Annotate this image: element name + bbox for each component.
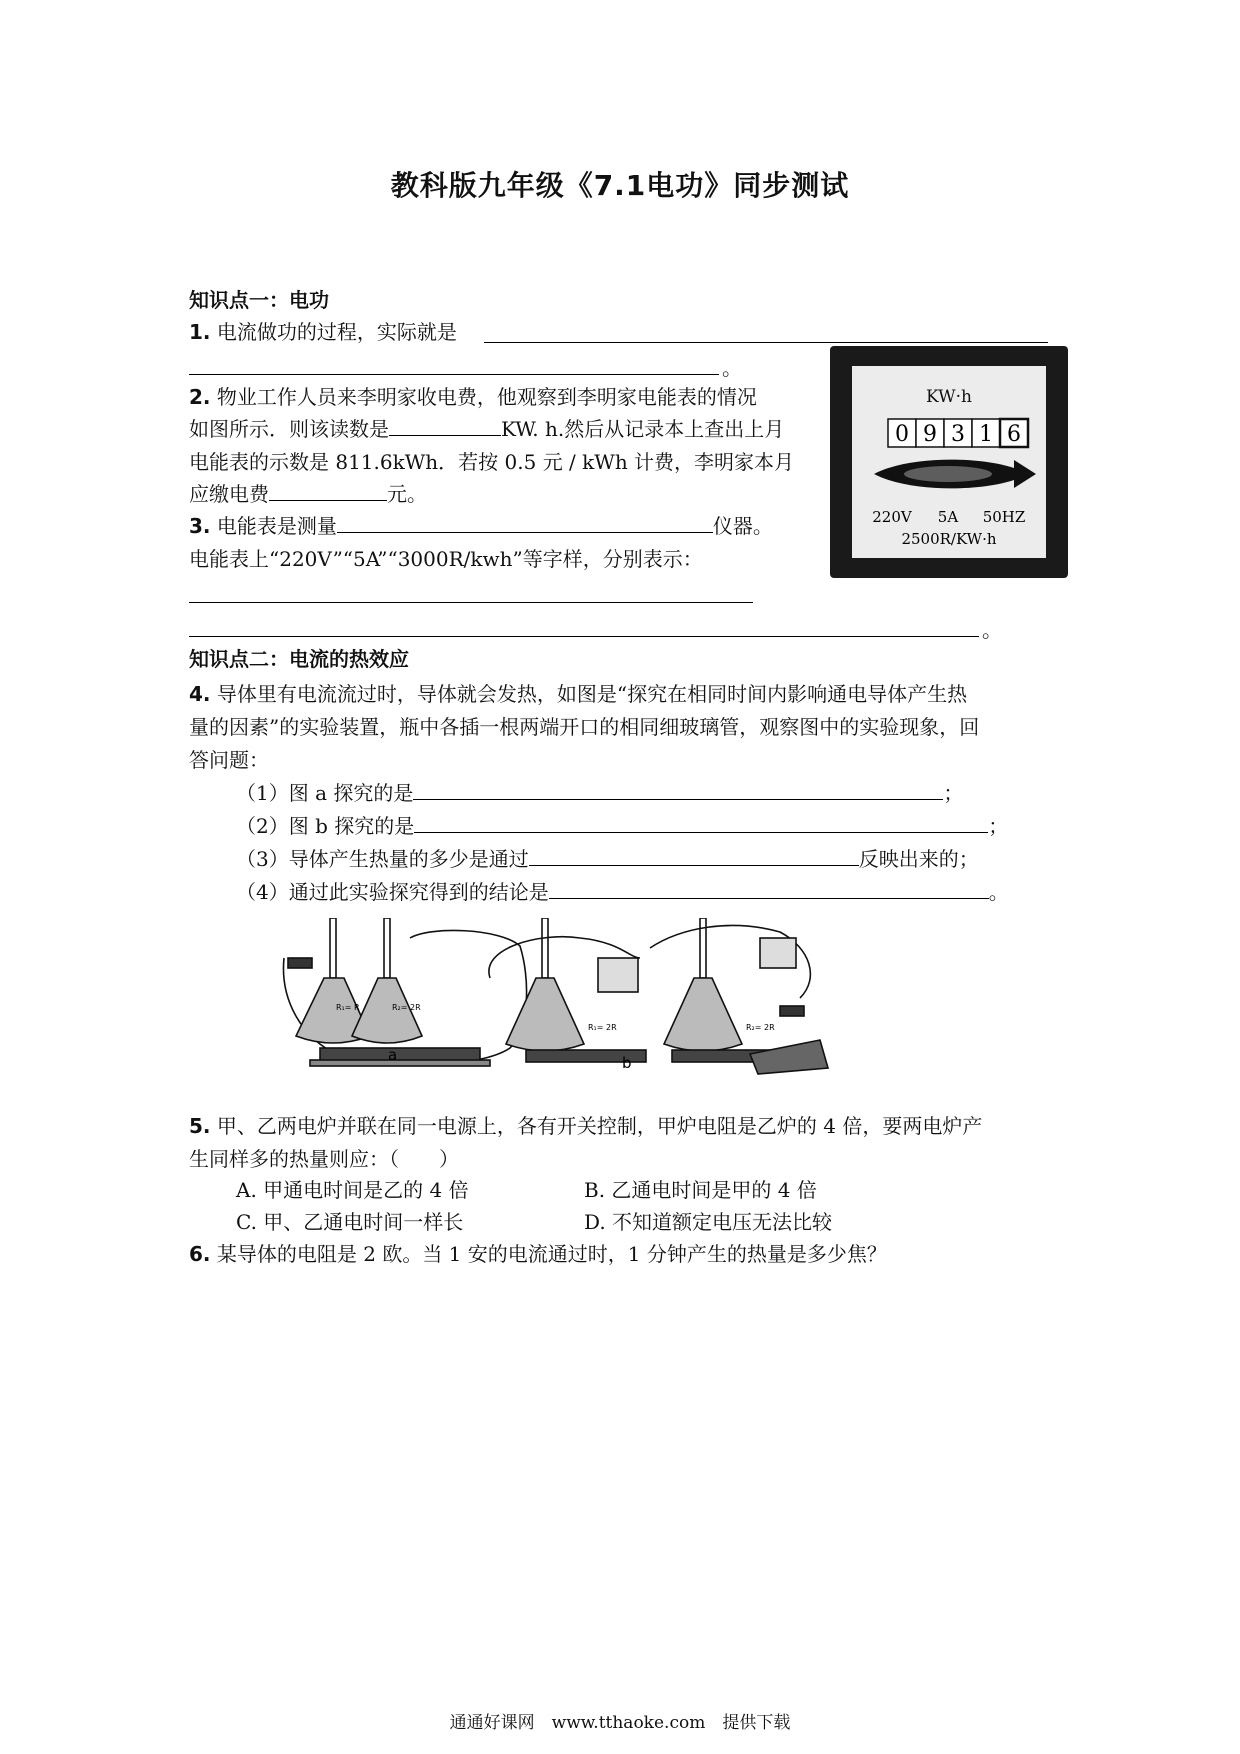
experiment-figures <box>280 918 850 1076</box>
fig-b-tube-1 <box>542 918 548 978</box>
q6-line <box>189 1238 887 1270</box>
meter-digit: 1 <box>979 422 993 447</box>
q2-reading-blank[interactable] <box>389 413 501 436</box>
q4-text-1: 导体里有电流流过时，导体就会发热，如图是“探究在相同时间内影响通电导体产生热 <box>216 682 968 706</box>
q3-number: 3. <box>189 514 211 538</box>
meter-spec-current: 5A <box>937 508 959 526</box>
q4-sub4 <box>236 876 1009 908</box>
q3-text: 电能表是测量 <box>216 514 337 538</box>
q4-line1 <box>189 678 967 710</box>
q1-text: 电流做功的过程，实际就是 <box>216 320 457 344</box>
q1-answer-blank-1[interactable] <box>484 342 1048 343</box>
q5-option-c[interactable]: C. 甲、乙通电时间一样长 <box>236 1210 464 1234</box>
q1-answer-blank-2[interactable] <box>189 374 719 375</box>
q3-meaning-blank-2[interactable] <box>189 636 979 637</box>
meter-digit: 0 <box>895 422 909 447</box>
q4-sub3-blank[interactable] <box>529 843 859 866</box>
fig-b-flask-2 <box>664 978 742 1051</box>
q4-sub4-blank[interactable] <box>549 876 989 899</box>
figure-a <box>283 918 526 1066</box>
q5-option-a[interactable]: A. 甲通电时间是乙的 4 倍 <box>236 1178 469 1202</box>
q4-sub3 <box>236 843 979 875</box>
q4-sub4-text: （4）通过此实验探究得到的结论是 <box>236 880 549 904</box>
figure-b <box>489 918 828 1074</box>
electric-meter-figure <box>828 344 1070 580</box>
q5-option-b[interactable]: B. 乙通电时间是甲的 4 倍 <box>584 1178 817 1202</box>
meter-spec-voltage: 220V <box>872 508 912 526</box>
section1-heading: 知识点一：电功 <box>189 288 329 312</box>
q2-text-2a: 如图所示．则该读数是 <box>189 417 389 441</box>
fig-a-r2-label: R₂= 2R <box>392 1003 421 1012</box>
q4-line2: 量的因素”的实验装置，瓶中各插一根两端开口的相同细玻璃管，观察图中的实验现象，回 <box>189 715 980 739</box>
q2-line2 <box>189 413 784 445</box>
q2-text-4a: 应缴电费 <box>189 482 269 506</box>
fig-b-ammeter-icon <box>598 958 638 992</box>
fig-b-r2-label: R₂= 2R <box>746 1023 775 1032</box>
q2-fee-blank[interactable] <box>269 478 387 501</box>
q5-number: 5. <box>189 1114 211 1138</box>
q1-end: 。 <box>722 356 742 380</box>
q5-option-d[interactable]: D. 不知道额定电压无法比较 <box>584 1210 833 1234</box>
q6-number: 6. <box>189 1242 211 1266</box>
fig-a-tube-1 <box>330 918 336 978</box>
q4-sub1-end: ； <box>943 781 964 805</box>
q2-line1 <box>189 381 757 413</box>
q1-line1 <box>189 316 457 348</box>
fig-b-flask-1 <box>506 978 584 1051</box>
q2-text-4b: 元。 <box>387 482 427 506</box>
fig-b-battery-box <box>750 1040 828 1074</box>
fig-b-switch-icon <box>780 1006 804 1016</box>
q6-text: 某导体的电阻是 2 欧。当 1 安的电流通过时，1 分钟产生的热量是多少焦？ <box>216 1242 887 1266</box>
q1-number: 1. <box>189 320 211 344</box>
q5-line1 <box>189 1110 982 1142</box>
section2-heading: 知识点二：电流的热效应 <box>189 647 409 671</box>
meter-digit: 9 <box>923 422 937 447</box>
meter-disc-highlight <box>904 466 992 482</box>
fig-b-caption: b <box>622 1054 632 1072</box>
q4-sub2-text: （2）图 b 探究的是 <box>236 814 415 838</box>
q4-sub1 <box>236 777 963 809</box>
meter-digit: 3 <box>951 422 965 447</box>
meter-spec-frequency: 50HZ <box>982 508 1026 526</box>
page-footer: 通通好课网 www.tthaoke.com 提供下载 <box>449 1713 791 1733</box>
q3-end: 。 <box>982 618 1002 642</box>
q5-text-1: 甲、乙两电炉并联在同一电源上，各有开关控制，甲炉电阻是乙炉的 4 倍，要两电炉产 <box>216 1114 983 1138</box>
q4-sub1-blank[interactable] <box>413 777 943 800</box>
q2-number: 2. <box>189 385 211 409</box>
q4-sub1-text: （1）图 a 探究的是 <box>236 781 414 805</box>
q5-line2: 生同样多的热量则应：（ ） <box>189 1147 459 1171</box>
meter-digit: 6 <box>1007 422 1021 447</box>
q2-line3: 电能表的示数是 811.6kWh．若按 0.5 元 / kWh 计费，李明家本月 <box>189 450 795 474</box>
q3-line2: 电能表上“220V”“5A”“3000R/kwh”等字样，分别表示： <box>189 547 703 571</box>
meter-rev-constant: 2500R/KW·h <box>901 530 997 548</box>
fig-b-ammeter-2-icon <box>760 938 796 968</box>
meter-unit-label: KW·h <box>926 387 972 407</box>
q4-sub3-text: （3）导体产生热量的多少是通过 <box>236 847 529 871</box>
q4-line3: 答问题： <box>189 748 269 772</box>
q3-line1 <box>189 510 773 542</box>
fig-a-caption: a <box>388 1046 398 1064</box>
q4-sub2 <box>236 810 1008 842</box>
fig-b-r1-label: R₁= 2R <box>588 1023 617 1032</box>
fig-a-r1-label: R₁= R <box>336 1003 360 1012</box>
q4-sub2-blank[interactable] <box>414 810 988 833</box>
fig-a-tube-2 <box>384 918 390 978</box>
q2-line4 <box>189 478 427 510</box>
q4-number: 4. <box>189 682 211 706</box>
q4-sub4-end: 。 <box>988 880 1009 904</box>
q4-sub3-end: 反映出来的； <box>858 847 979 871</box>
q3-text-end: 仪器。 <box>712 514 773 538</box>
q2-text-2b: KW. h.然后从记录本上查出上月 <box>501 417 785 441</box>
page-title: 教科版九年级《7.1电功》同步测试 <box>390 169 850 202</box>
fig-a-base <box>310 1060 490 1066</box>
q3-meaning-blank-1[interactable] <box>189 602 753 603</box>
q3-answer-blank[interactable] <box>337 510 713 533</box>
fig-a-switch-icon <box>288 958 312 968</box>
q4-sub2-end: ； <box>988 814 1009 838</box>
q2-text-1: 物业工作人员来李明家收电费，他观察到李明家电能表的情况 <box>216 385 757 409</box>
